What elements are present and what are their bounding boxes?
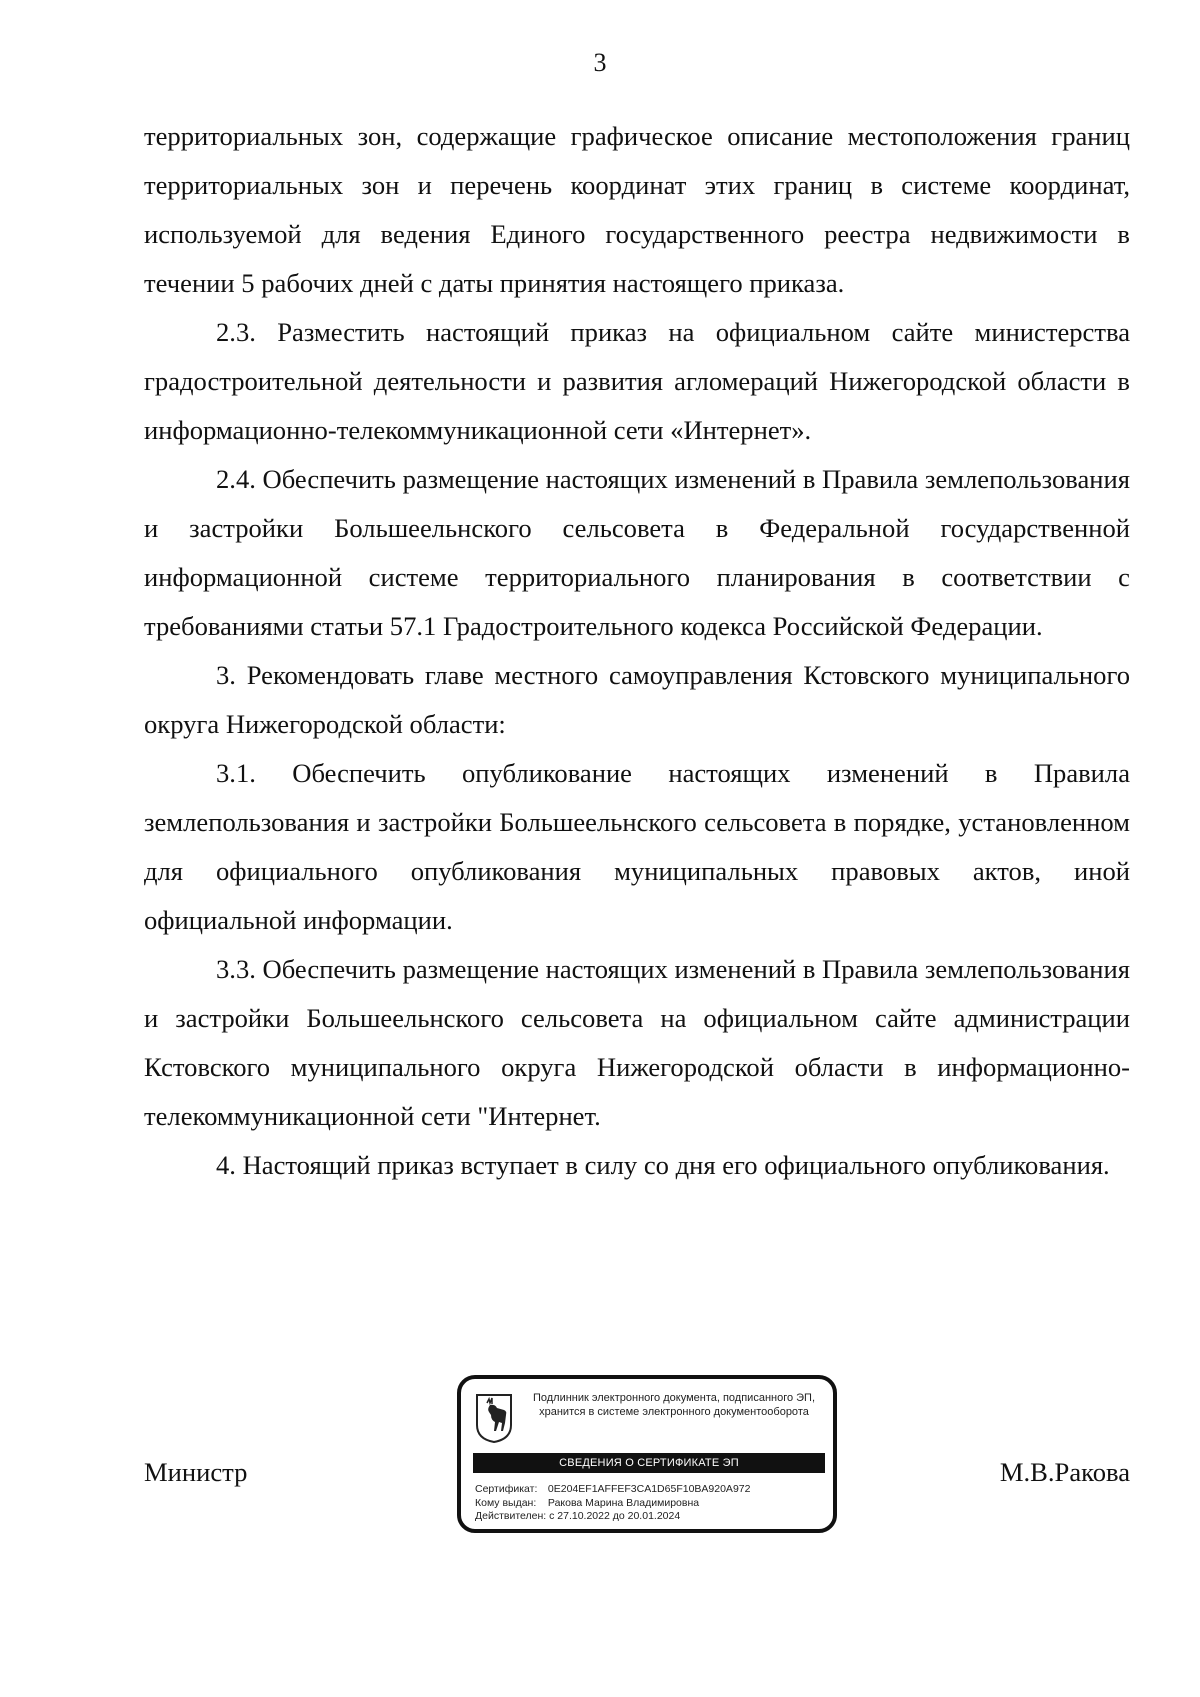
stamp-header-line-2: хранится в системе электронного документооборота: [539, 1406, 809, 1418]
paragraph-3-1: 3.1. Обеспечить опубликование настоящих изменений в Правила землепользования и застройки Большеельнского сельсовета в порядке, установленном для официального опубликования муниципальных правовых актов, иной официальной информации.: [144, 758, 1130, 935]
validity-value: с 27.10.2022 до 20.01.2024: [549, 1510, 681, 1522]
signatory-title: Министр: [144, 1457, 248, 1487]
certificate-value: 0E204EF1AFFEF3CA1D65F10BA920A972: [547, 1483, 751, 1495]
signatory-name: М.В.Ракова: [999, 1457, 1130, 1487]
nizhny-novgorod-deer-emblem-icon: [475, 1393, 513, 1443]
validity-row: [475, 1510, 750, 1524]
document-body: [144, 112, 1130, 1190]
stamp-certificate-bar: СВЕДЕНИЯ О СЕРТИФИКАТЕ ЭП: [473, 1453, 825, 1473]
paragraph-3-3: 3.3. Обеспечить размещение настоящих изменений в Правила землепользования и застройки Большеельнского сельсовета на официальном сайте администрации Кстовского муниципального округа Нижегородской области в информационно-телекоммуникационной сети "Интернет.: [144, 954, 1130, 1131]
paragraph-continuation: территориальных зон, содержащие графическое описание местоположения границ территориальных зон и перечень координат этих границ в системе координат, используемой для ведения Единого государственного реестра недвижимости в течении 5 рабочих дней с даты принятия настоящего приказа.: [144, 121, 1130, 298]
paragraph-4: 4. Настоящий приказ вступает в силу со дня его официального опубликования.: [216, 1150, 1110, 1180]
certificate-row: [475, 1483, 750, 1497]
certificate-label: Сертификат:: [475, 1483, 538, 1495]
issued-to-label: Кому выдан:: [475, 1496, 537, 1509]
stamp-header: [519, 1391, 829, 1419]
page-number: 3: [593, 48, 607, 77]
paragraph-3: 3. Рекомендовать главе местного самоуправления Кстовского муниципального округа Нижегородской области:: [144, 660, 1130, 739]
stamp-certificate-details: [475, 1483, 750, 1524]
issued-to-row: [475, 1497, 750, 1511]
validity-label: Действителен:: [475, 1510, 547, 1522]
issued-to-value: Ракова Марина Владимировна: [547, 1496, 700, 1509]
paragraph-2-4: 2.4. Обеспечить размещение настоящих изменений в Правила землепользования и застройки Большеельнского сельсовета в Федеральной государственной информационной системе территориального планирования в соответствии с требованиями статьи 57.1 Градостроительного кодекса Российской Федерации.: [144, 464, 1130, 641]
stamp-header-line-1: Подлинник электронного документа, подписанного ЭП,: [532, 1392, 816, 1404]
electronic-signature-stamp: [457, 1375, 837, 1533]
paragraph-2-3: 2.3. Разместить настоящий приказ на официальном сайте министерства градостроительной деятельности и развития агломераций Нижегородской области в информационно-телекоммуникационной сети «Интернет».: [144, 317, 1130, 445]
